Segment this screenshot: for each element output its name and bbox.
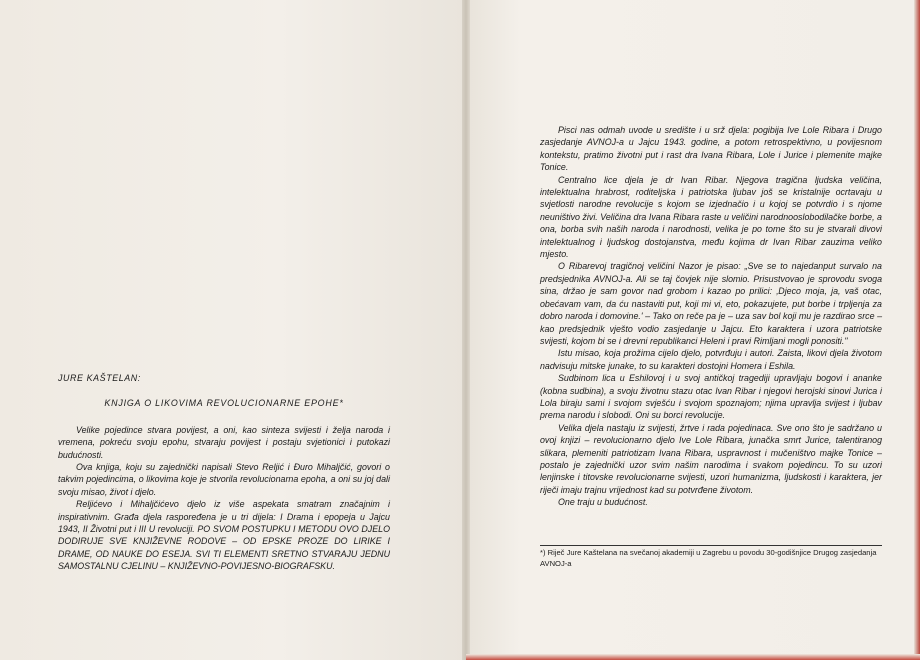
book-cover-edge-right [914, 0, 920, 660]
footnote-divider [540, 545, 882, 546]
left-page-text [58, 372, 390, 573]
book-cover-edge-bottom [466, 654, 920, 660]
paragraph: Ova knjiga, koju su zajednički napisali Stevo Reljić i Đuro Mihaljčić, govori o takvim pojedincima, o likovima koje je stvorila revolucionarna epoha, a oni su joj dali svoju misao, život i djelo. [58, 462, 390, 497]
paragraph: Centralno lice djela je dr Ivan Ribar. Njegova tragična ljudska veličina, intelektualna hrabrost, roditeljska i patriotska ljubav još se kristalnije ocrtavaju u svjetlosti narodne revolucije s kojom se izjednačio i u kojoj se potvrdio i s njome neuništivo živi. Veličina dra Ivana Ribara raste u veličini narodnooslobodilačke borbe, a ona, borba svih naših naroda i narodnosti, velika je po tome što su je stvarali divovi intelektualnog i ljudskog dostojanstva, među kojima dr Ivan Ribar zauzima veliko mjesto. [540, 174, 882, 260]
paragraph: Istu misao, koja prožima cijelo djelo, potvrđuju i autori. Zaista, likovi djela životom nadvisuju mitske junake, to su karakteri dostojni Homera i Eshila. [540, 348, 882, 371]
paragraph: Reljićevo i Mihaljčićevo djelo iz više aspekata smatram značajnim i inspirativnim. Građa djela raspoređena je u tri dijela: I Drama i epopeja u Jajcu 1943, II Životni put i III U revoluciji. PO SVOM POSTUPKU I METODU OVO DJELO DODIRUJE SVE KNJIŽEVNE RODOVE – OD EPSKE PROZE DO LIRIKE I DRAME, OD NAUKE DO ESEJA. SVI TI ELEMENTI SRETNO STVARAJU JEDNU SAMOSTALNU CJELINU – KNJIŽEVNO-POVIJESNO-BIOGRAFSKU. [58, 499, 390, 572]
paragraph: Velike pojedince stvara povijest, a oni, kao sinteza svijesti i želja naroda i vremena, pokreću svoju epohu, stvaraju povijest i postaju svjetionici i putokazi budućnosti. [58, 424, 390, 460]
paragraph: One traju u budućnost. [558, 497, 648, 508]
book-gutter [462, 0, 470, 660]
article-title: KNJIGA O LIKOVIMA REVOLUCIONARNE EPOHE* [104, 398, 344, 409]
author-name: JURE KAŠTELAN: [58, 373, 141, 383]
footnote: *) Riječ Jure Kaštelana na svečanoj akademiji u Zagrebu u povodu 30-godišnjice Drugog zasjedanja AVNOJ-a [540, 548, 877, 568]
paragraph: O Ribarevoj tragičnoj veličini Nazor je pisao: „Sve se to najedanput survalo na predsjednika AVNOJ-a. Ali se taj čovjek nije slomio. Prisustvovao je sprovodu svoga sina, držao je sam govor nad grobom i kazao po prilici: ‚Djeco moja, ja, vaš otac, obećavam vam, da ću nastaviti put, koji mi vi, eto, pokazujete, put borbe i trpljenja za dobro naroda i domovine.' – Tako on reče pa je – uza sav bol koji mu je razdirao srce – kao predsjednik vješto vodio zasjedanje u Jajcu. Eto karaktera i uzora patriotske svijesti, kojom bi se i drevni republikanci Heleni i pravi Rimljani mogli ponositi." [540, 261, 882, 346]
paragraph: Sudbinom lica u Eshilovoj i u svoj antičkoj tragediji upravljaju bogovi i ananke (kobna sudbina), a svoju životnu stazu otac Ivan Ribar i njegovi herojski sinovi Jurica i Lola biraju sami i svojom svješću i svojom spoznajom; njima upravlja svijest i ljubav prema narodu i slobodi. Oni su borci revolucije. [540, 373, 882, 421]
right-page-text [540, 124, 882, 509]
paragraph: Pisci nas odmah uvode u središte i u srž djela: pogibija Ive Lole Ribara i Drugo zasjedanje AVNOJ-a u Jajcu 1943. godine, a potom retrospektivno, u povijesnom kontekstu, pratimo životni put i rast dra Ivana Ribara, Lole i Jurice i plemenite majke Tonice. [540, 125, 882, 173]
paragraph: Velika djela nastaju iz svijesti, žrtve i rada pojedinaca. Sve ono što je sadržano u ovoj knjizi – revolucionarno djelo Ive Lole Ribara, junačka smrt Jurice, talentiranog slikara, plemeniti patriotizam Ivana Ribara, uspravnost i mučeništvo majke Tonice – postalo je zajednički uzor svim našim narodima i svakom pojedincu. To su uzori lenjinske i titovske revolucionarne svijesti, uzori humanizma, ljudskosti i karaktera, jer riječi imaju trajnu vrijednost kad su potvrđene životom. [540, 422, 882, 495]
